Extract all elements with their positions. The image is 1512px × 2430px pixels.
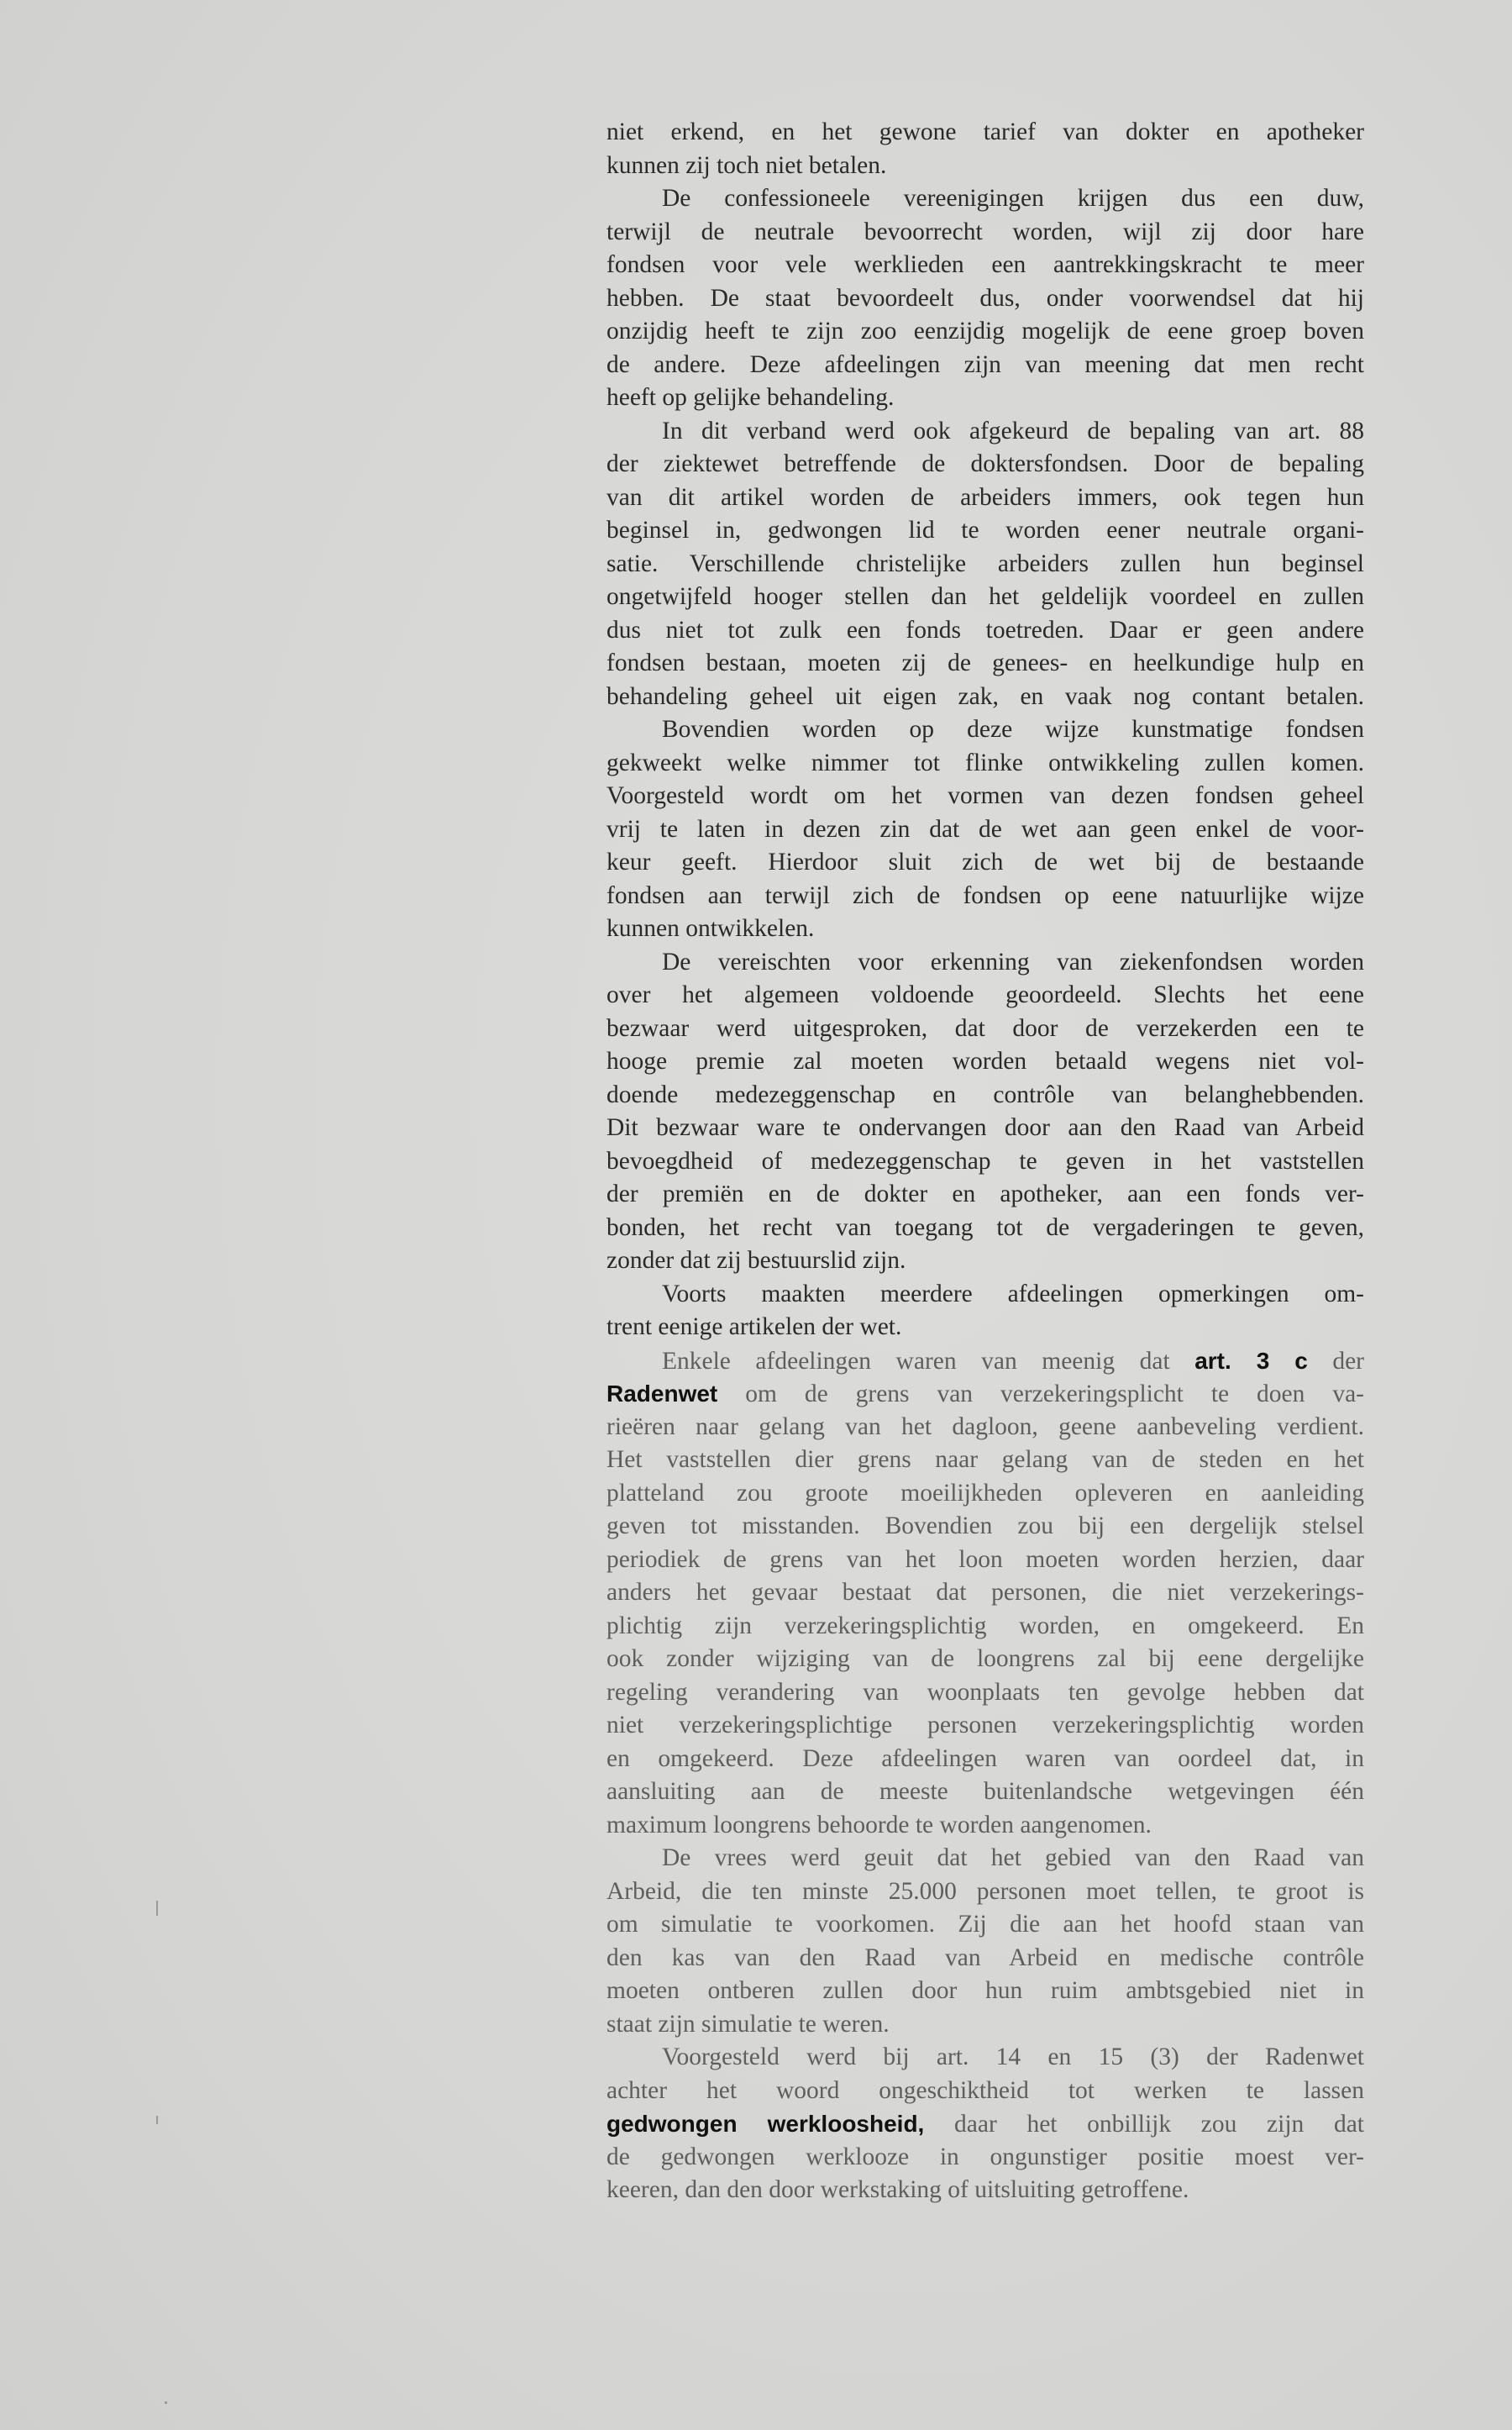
text-line: vrij te laten in dezen zin dat de wet aan geen enkel de voor- xyxy=(606,815,1364,843)
text-line: moeten ontberen zullen door hun ruim ambtsgebied niet in xyxy=(606,1977,1364,2004)
text-line: Het vaststellen dier grens naar gelang van de steden en het xyxy=(606,1446,1364,1473)
text-line: heeft op gelijke behandeling. xyxy=(606,384,895,411)
text-line: over het algemeen voldoende geoordeeld. Slechts het eene xyxy=(606,981,1364,1008)
art-reference-bold: art. 3 c xyxy=(1194,1347,1308,1374)
text-line: en omgekeerd. Deze afdeelingen waren van oordeel dat, in xyxy=(606,1744,1364,1772)
text-line: De vrees werd geuit dat het gebied van den Raad van xyxy=(662,1844,1364,1871)
text-line: fondsen voor vele werklieden een aantrekkingskracht te meer xyxy=(606,251,1364,278)
text-line: keeren, dan den door werkstaking of uitsluiting getroffene. xyxy=(606,2176,1189,2203)
text-line: plichtig zijn verzekeringsplichtig worden, en omgekeerd. En xyxy=(606,1612,1364,1639)
text-line: ook zonder wijziging van de loongrens zal bij eene dergelijke xyxy=(606,1645,1364,1672)
text-line: achter het woord ongeschiktheid tot werken te lassen xyxy=(606,2076,1364,2104)
text-line: gekweekt welke nimmer tot flinke ontwikkeling zullen komen. xyxy=(606,749,1364,776)
text-line-art xyxy=(606,1344,1364,1378)
text-line: niet verzekeringsplichtige personen verzekeringsplichtig worden xyxy=(606,1712,1364,1738)
text-line: dus niet tot zulk een fonds toetreden. Daar er geen andere xyxy=(606,616,1364,644)
text-line: zonder dat zij bestuurslid zijn. xyxy=(606,1247,906,1274)
margin-speck xyxy=(156,2116,158,2124)
text-line: der premiën en de dokter en apotheker, aan een fonds ver- xyxy=(606,1181,1364,1207)
text-line: staat zijn simulatie te weren. xyxy=(606,2010,890,2038)
text-line: hooge premie zal moeten worden betaald wegens niet vol- xyxy=(606,1048,1364,1075)
text-line: regeling verandering van woonplaats ten gevolge hebben dat xyxy=(606,1678,1364,1706)
text-line: doende medezeggenschap en contrôle van belanghebbenden. xyxy=(606,1081,1364,1108)
text-line: Arbeid, die ten minste 25.000 personen moet tellen, te groot is xyxy=(606,1877,1364,1905)
paragraphs-part-3 xyxy=(606,2141,1364,2207)
paragraphs-part-2 xyxy=(606,1411,1364,2108)
text-line: de andere. Deze afdeelingen zijn van meening dat men recht xyxy=(606,350,1364,378)
text-line: De confessioneele vereenigingen krijgen dus een duw, xyxy=(662,185,1364,212)
text-line: van dit artikel worden de arbeiders immers, ook tegen hun xyxy=(606,483,1364,511)
gedwongen-werkloosheid-bold: gedwongen werkloosheid, xyxy=(606,2111,925,2137)
text-line: den kas van den Raad van Arbeid en medische contrôle xyxy=(606,1943,1364,1971)
radenwet-line-after: om de grens van verzekeringsplicht te doen va- xyxy=(745,1381,1365,1407)
text-line: platteland zou groote moeilijkheden opleveren en aanleiding xyxy=(606,1479,1364,1507)
text-line: De vereischten voor erkenning van ziekenfondsen worden xyxy=(662,948,1364,976)
text-line: bevoegdheid of medezeggenschap te geven in het vaststellen xyxy=(606,1147,1364,1175)
text-line: om simulatie te voorkomen. Zij die aan het hoofd staan van xyxy=(606,1911,1364,1938)
text-line: hebben. De staat bevoordeelt dus, onder voorwendsel dat hij xyxy=(606,284,1364,312)
text-line: Bovendien worden op deze wijze kunstmatige fondsen xyxy=(662,716,1364,743)
text-line: Dit bezwaar ware te ondervangen door aan den Raad van Arbeid xyxy=(606,1114,1364,1141)
text-line: keur geeft. Hierdoor sluit zich de wet bij de bestaande xyxy=(606,849,1364,876)
text-line: rieëren naar gelang van het dagloon, geene aanbeveling verdient. xyxy=(606,1412,1364,1440)
art-line-before: Enkele afdeelingen waren van meenig dat xyxy=(662,1347,1170,1375)
margin-speck xyxy=(156,1901,158,1916)
text-line: de gedwongen werklooze in ongunstiger positie moest ver- xyxy=(606,2143,1364,2170)
gedwongen-line-after: daar het onbillijk zou zijn dat xyxy=(954,2111,1365,2138)
text-line: Voorgesteld wordt om het vormen van dezen fondsen geheel xyxy=(606,782,1364,809)
text-line: der ziektewet betreffende de doktersfondsen. Door de bepaling xyxy=(606,450,1364,477)
text-line: geven tot misstanden. Bovendien zou bij een dergelijk stelsel xyxy=(606,1512,1364,1539)
text-line-gedwongen xyxy=(606,2107,1364,2141)
text-line: ongetwijfeld hooger stellen dan het geldelijk voordeel en zullen xyxy=(606,583,1364,610)
text-line: bonden, het recht van toegang tot de vergaderingen te geven, xyxy=(606,1213,1364,1241)
text-line: kunnen zij toch niet betalen. xyxy=(606,151,887,179)
text-line: In dit verband werd ook afgekeurd de bepaling van art. 88 xyxy=(662,417,1364,444)
text-line: Voorts maakten meerdere afdeelingen opmerkingen om- xyxy=(662,1280,1364,1307)
text-line: bezwaar werd uitgesproken, dat door de verzekerden een te xyxy=(606,1014,1364,1042)
text-line: aansluiting aan de meeste buitenlandsche wetgevingen één xyxy=(606,1778,1364,1805)
text-line: trent eenige artikelen der wet. xyxy=(606,1313,902,1340)
text-line: terwijl de neutrale bevoorrecht worden, wijl zij door hare xyxy=(606,218,1364,245)
text-line: Voorgesteld werd bij art. 14 en 15 (3) der Radenwet xyxy=(662,2043,1364,2070)
art-line-after: der xyxy=(1332,1347,1364,1375)
text-line: kunnen ontwikkelen. xyxy=(606,915,815,942)
radenwet-bold: Radenwet xyxy=(606,1381,718,1407)
text-line: behandeling geheel uit eigen zak, en vaak nog contant betalen. xyxy=(606,682,1364,710)
paragraphs-part-1 xyxy=(606,116,1364,1344)
text-line: anders het gevaar bestaat dat personen, die niet verzekerings- xyxy=(606,1579,1364,1606)
text-line: fondsen bestaan, moeten zij de genees- en heelkundige hulp en xyxy=(606,650,1364,676)
text-line: beginsel in, gedwongen lid te worden eener neutrale organi- xyxy=(606,517,1364,544)
text-line-radenwet xyxy=(606,1377,1364,1411)
text-line: periodiek de grens van het loon moeten worden herzien, daar xyxy=(606,1545,1364,1573)
text-line: niet erkend, en het gewone tarief van dokter en apotheker xyxy=(606,118,1364,145)
text-line: fondsen aan terwijl zich de fondsen op eene natuurlijke wijze xyxy=(606,881,1364,909)
text-line: satie. Verschillende christelijke arbeiders zullen hun beginsel xyxy=(606,550,1364,577)
text-line: maximum loongrens behoorde te worden aangenomen. xyxy=(606,1811,1152,1838)
margin-speck xyxy=(165,2401,167,2404)
text-line: onzijdig heeft te zijn zoo eenzijdig mogelijk de eene groep boven xyxy=(606,318,1364,345)
body-text xyxy=(606,116,1364,2207)
